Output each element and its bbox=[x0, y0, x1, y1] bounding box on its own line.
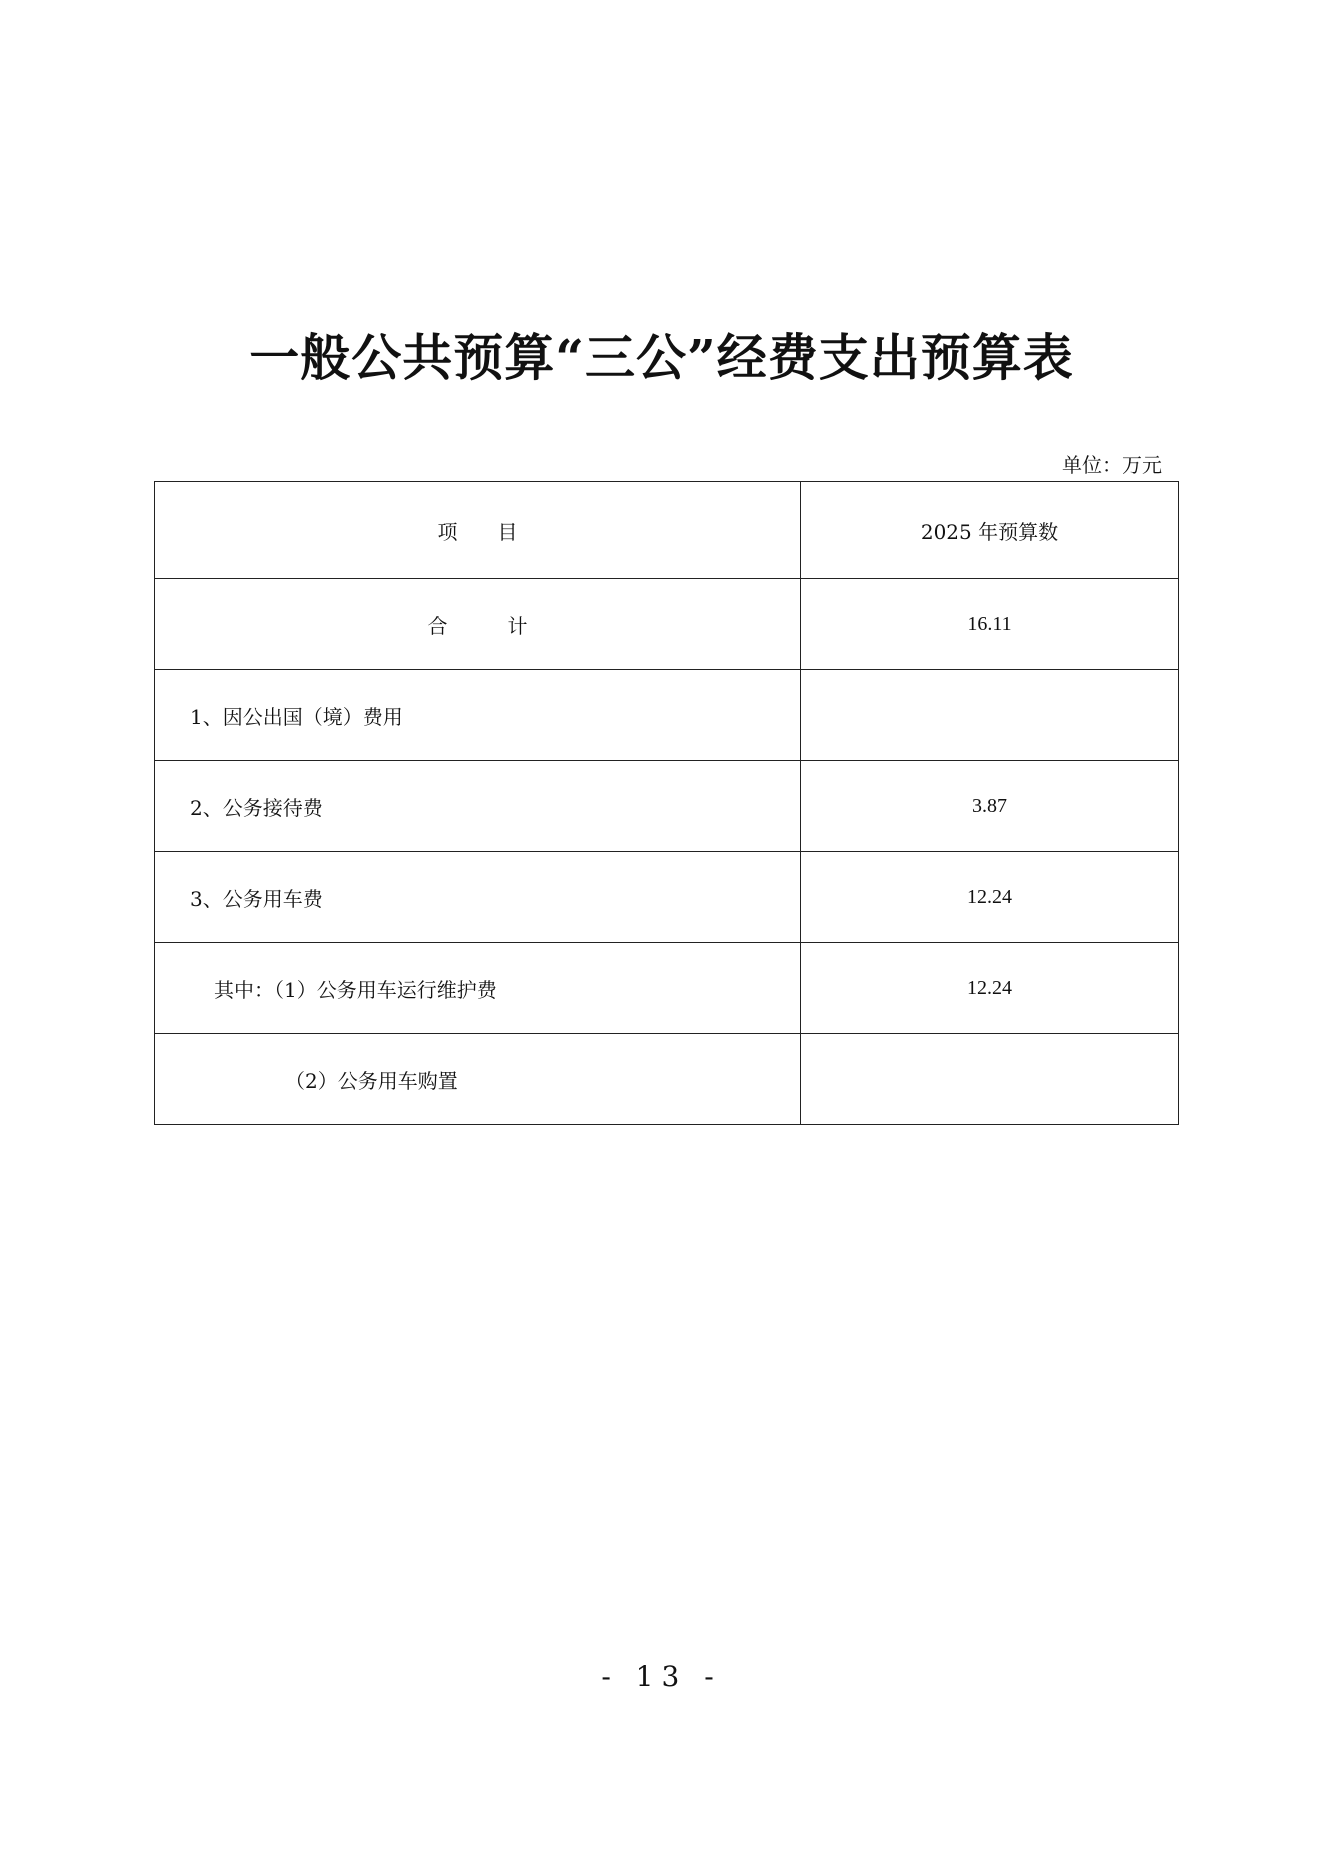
row-label-overseas: 1、因公出国（境）费用 bbox=[155, 670, 801, 761]
row-label-vehicle-purchase: （2）公务用车购置 bbox=[155, 1034, 801, 1125]
row-value-total: 16.11 bbox=[801, 579, 1179, 670]
row-value-vehicle-maintenance: 12.24 bbox=[801, 943, 1179, 1034]
table-row-vehicle-maintenance bbox=[155, 943, 1179, 1034]
budget-table bbox=[154, 481, 1179, 1125]
table-row-vehicle-purchase bbox=[155, 1034, 1179, 1125]
table-row-reception bbox=[155, 761, 1179, 852]
row-label-total: 合计 bbox=[155, 579, 801, 670]
header-item: 项目 bbox=[155, 482, 801, 579]
row-label-vehicle-maintenance: 其中：（1）公务用车运行维护费 bbox=[155, 943, 801, 1034]
page-number: - 13 - bbox=[601, 1660, 722, 1693]
table-row-vehicle bbox=[155, 852, 1179, 943]
row-value-reception: 3.87 bbox=[801, 761, 1179, 852]
row-value-vehicle: 12.24 bbox=[801, 852, 1179, 943]
unit-label: 单位：万元 bbox=[1062, 453, 1162, 477]
document-title: 一般公共预算“三公”经费支出预算表 bbox=[249, 328, 1074, 387]
row-value-overseas bbox=[801, 670, 1179, 761]
table-row-total bbox=[155, 579, 1179, 670]
header-budget: 2025 年预算数 bbox=[801, 482, 1179, 579]
row-value-vehicle-purchase bbox=[801, 1034, 1179, 1125]
row-label-vehicle: 3、公务用车费 bbox=[155, 852, 801, 943]
row-label-reception: 2、公务接待费 bbox=[155, 761, 801, 852]
table-header-row bbox=[155, 482, 1179, 579]
table-row-overseas bbox=[155, 670, 1179, 761]
